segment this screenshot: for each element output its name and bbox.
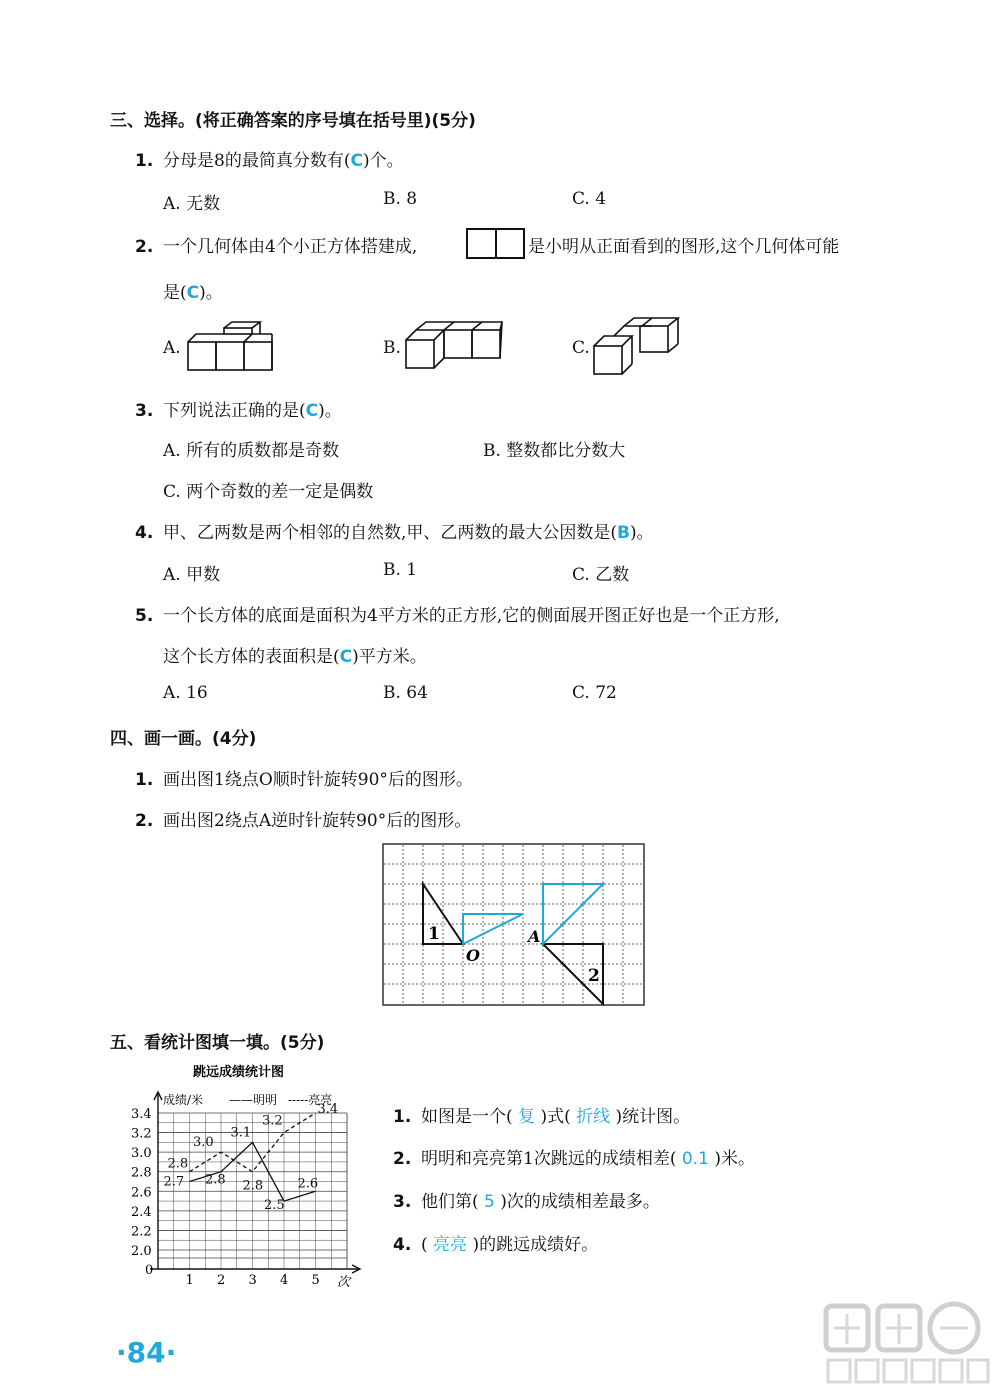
answer: 亮亮 <box>433 1235 468 1255</box>
y-tick-label: 2.4 <box>131 1204 152 1220</box>
y-tick-label: 3.2 <box>131 1126 152 1142</box>
chart-question-1: 1. 如图是一个( 复 )式( 折线 )统计图。 <box>393 1107 691 1127</box>
figure-1-rotated <box>463 914 523 944</box>
origin-label: 0 <box>145 1263 154 1278</box>
y-tick-label: 2.8 <box>131 1165 152 1181</box>
question-number: 1. <box>135 770 154 790</box>
x-tick-label: 2 <box>217 1273 226 1288</box>
option-a-cubes <box>180 318 280 374</box>
answer: C <box>339 647 353 667</box>
answer: C <box>350 151 363 171</box>
x-tick-label: 1 <box>185 1273 194 1288</box>
question-2-cont: 是小明从正面看到的图形,这个几何体可能 <box>528 237 840 257</box>
question-number: 2. <box>393 1149 412 1169</box>
data-label: 2.8 <box>242 1178 264 1194</box>
question-number: 3. <box>393 1192 412 1212</box>
question-number: 5. <box>135 606 154 626</box>
answer: 0.1 <box>681 1149 709 1169</box>
question-number: 1. <box>135 151 154 171</box>
option-c: C. <box>572 338 590 358</box>
answer: 复 <box>518 1107 536 1127</box>
data-label: 3.4 <box>317 1102 339 1117</box>
rotation-grid <box>382 843 646 1006</box>
option-a: A. 16 <box>163 683 208 703</box>
question-5-line2: 这个长方体的表面积是(C)平方米。 <box>163 647 427 667</box>
data-label: 2.7 <box>163 1174 185 1190</box>
chart-question-2: 2. 明明和亮亮第1次跳远的成绩相差( 0.1 )米。 <box>393 1149 755 1169</box>
x-tick-label: 5 <box>311 1273 320 1288</box>
question-number: 4. <box>135 523 154 543</box>
question-number: 2. <box>135 237 154 257</box>
jump-chart <box>125 1060 370 1290</box>
answer: B <box>617 523 631 543</box>
point-o-label: O <box>466 946 480 965</box>
section-4-title: 四、画一画。(4分) <box>110 729 257 749</box>
option-b: B. 整数都比分数大 <box>483 441 626 461</box>
legend-mingming: ——明明 <box>229 1093 278 1107</box>
chart-question-4: 4. ( 亮亮 )的跳远成绩好。 <box>393 1235 599 1255</box>
question-3: 3. 下列说法正确的是(C)。 <box>135 401 342 421</box>
option-b: B. <box>383 338 401 358</box>
question-2-line2: 是(C)。 <box>163 283 223 303</box>
option-b: B. 1 <box>383 560 418 580</box>
x-axis-label: 次 <box>337 1275 351 1290</box>
y-tick-label: 2.2 <box>131 1224 152 1240</box>
point-a-label: A <box>528 927 541 946</box>
figure-2-rotated <box>543 884 603 944</box>
figure-2-label: 2 <box>588 966 600 986</box>
draw-question-1: 1. 画出图1绕点O顺时针旋转90°后的图形。 <box>135 770 473 790</box>
data-label: 2.8 <box>167 1156 189 1172</box>
option-c: C. 4 <box>572 189 607 209</box>
answer: 折线 <box>576 1107 611 1127</box>
y-axis-label: 成绩/米 <box>163 1093 204 1107</box>
chart-title: 跳远成绩统计图 <box>193 1065 285 1080</box>
x-tick-label: 4 <box>280 1273 289 1288</box>
y-tick-label: 2.0 <box>131 1244 152 1259</box>
answer: C <box>305 401 319 421</box>
chart-question-3: 3. 他们第( 5 )次的成绩相差最多。 <box>393 1192 660 1212</box>
y-tick-label: 3.4 <box>131 1107 152 1122</box>
watermark-logo <box>820 1300 992 1386</box>
answer: 5 <box>484 1192 495 1212</box>
question-number: 3. <box>135 401 154 421</box>
option-a: A. 所有的质数都是奇数 <box>163 441 340 461</box>
draw-question-2: 2. 画出图2绕点A逆时针旋转90°后的图形。 <box>135 811 472 831</box>
option-b: B. 8 <box>383 189 418 209</box>
option-a: A. 无数 <box>163 194 221 214</box>
option-a: A. 甲数 <box>163 565 221 585</box>
front-view-figure <box>466 228 526 260</box>
option-c: C. 两个奇数的差一定是偶数 <box>163 482 374 502</box>
question-2: 2. 一个几何体由4个小正方体搭建成, <box>135 237 418 257</box>
question-1: 1. 分母是8的最简真分数有(C)个。 <box>135 151 404 171</box>
option-b: B. 64 <box>383 683 428 703</box>
question-number: 2. <box>135 811 154 831</box>
data-label: 3.0 <box>193 1135 214 1151</box>
legend-liangliang: -----亮亮 <box>288 1093 333 1107</box>
option-c: C. 乙数 <box>572 565 630 585</box>
option-a: A. <box>163 338 181 358</box>
data-label: 2.6 <box>297 1176 319 1192</box>
option-c: C. 72 <box>572 683 617 703</box>
data-label: 2.5 <box>264 1198 285 1214</box>
section-3-title: 三、选择。(将正确答案的序号填在括号里)(5分) <box>110 111 476 131</box>
y-tick-label: 3.0 <box>131 1146 152 1162</box>
data-label: 3.1 <box>230 1125 252 1141</box>
option-b-cubes <box>400 318 510 374</box>
x-tick-label: 3 <box>248 1273 257 1288</box>
data-label: 2.8 <box>205 1172 226 1188</box>
page-number: ·84· <box>116 1336 177 1369</box>
figure-1-label: 1 <box>428 924 440 944</box>
option-c-cubes <box>590 314 685 378</box>
question-5: 5. 一个长方体的底面是面积为4平方米的正方形,它的侧面展开图正好也是一个正方形, <box>135 606 780 626</box>
answer: C <box>186 283 200 303</box>
question-4: 4. 甲、乙两数是两个相邻的自然数,甲、乙两数的最大公因数是(B)。 <box>135 523 654 543</box>
question-number: 1. <box>393 1107 412 1127</box>
data-label: 3.2 <box>262 1113 283 1129</box>
y-tick-label: 2.6 <box>131 1185 152 1201</box>
question-number: 4. <box>393 1235 412 1255</box>
section-5-title: 五、看统计图填一填。(5分) <box>110 1033 325 1053</box>
